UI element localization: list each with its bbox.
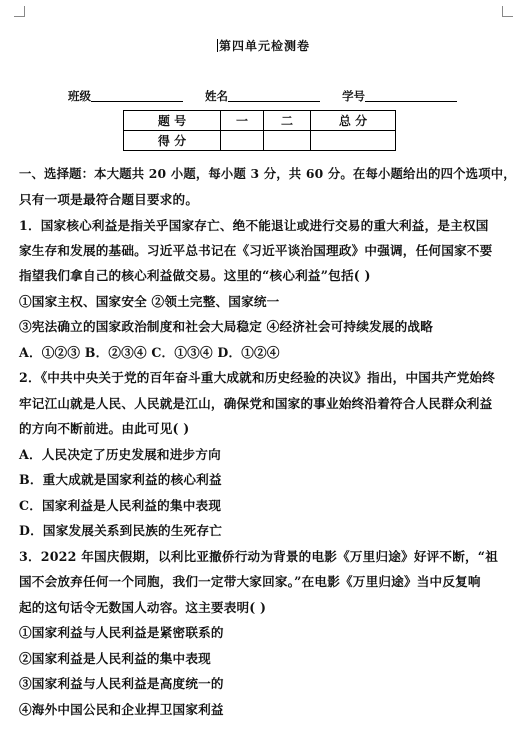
document-title-block — [0, 37, 527, 54]
section-instruction-line: 一、选择题：本大题共 20 小题，每小题 3 分，共 60 分。在每小题给出的四个选项中， — [19, 166, 516, 181]
score-table-score-row — [124, 131, 396, 151]
score-input-cell[interactable] — [221, 131, 264, 151]
question-3-stem-line: 3．2022 年国庆假期，以利比亚撤侨行动为背景的电影《万里归途》好评不断，“祖 — [19, 549, 499, 564]
document-title: 第四单元检测卷 — [218, 39, 310, 53]
question-2-stem-line: 2．《中共中央关于党的百年奋斗重大成就和历史经验的决议》指出，中国共产党始终 — [19, 370, 496, 385]
score-table-cell: 一 — [221, 111, 264, 131]
question-2-option-d: D．国家发展关系到民族的生死存亡 — [19, 523, 223, 538]
class-blank[interactable] — [91, 89, 183, 102]
student-id-blank[interactable] — [365, 89, 457, 102]
question-3-statement-line: ④海外中国公民和企业捍卫国家利益 — [19, 702, 224, 717]
question-1-statement-line: ①国家主权、国家安全 ②领土完整、国家统一 — [19, 294, 280, 309]
question-2-stem-line: 的方向不断前进。由此可见( ) — [19, 421, 190, 436]
question-2-option-a: A．人民决定了历史发展和进步方向 — [19, 447, 221, 462]
question-2-option-c: C．国家利益是人民利益的集中表现 — [19, 498, 222, 513]
question-2-option-b: B．重大成就是国家利益的核心利益 — [19, 472, 222, 487]
page-corner-mark-right — [502, 6, 513, 17]
question-1-options: A．①②③ B．②③④ C．①③④ D．①②④ — [19, 345, 280, 360]
question-3-stem-line: 起的这句话令无数国人动容。这主要表明( ) — [19, 600, 267, 615]
question-3-statement-line: ③国家利益与人民利益是高度统一的 — [19, 676, 224, 691]
question-1-stem-line: 家生存和发展的基础。习近平总书记在《习近平谈治国理政》中强调，任何国家不要 — [19, 243, 493, 258]
score-table-header-row — [124, 111, 396, 131]
question-3-statement-line: ①国家利益与人民利益是紧密联系的 — [19, 625, 224, 640]
score-table — [123, 110, 396, 151]
name-blank[interactable] — [228, 89, 320, 102]
name-label: 姓名 — [205, 89, 229, 103]
class-label: 班级 — [68, 89, 91, 103]
question-1-stem-line: 1．国家核心利益是指关乎国家存亡、绝不能退让或进行交易的重大利益，是主权国 — [19, 218, 489, 233]
text-cursor — [217, 39, 218, 52]
score-input-cell[interactable] — [311, 131, 396, 151]
page-corner-mark-left — [14, 6, 25, 17]
score-table-cell: 题 号 — [124, 111, 221, 131]
question-3-statement-line: ②国家利益是人民利益的集中表现 — [19, 651, 211, 666]
question-2-stem-line: 牢记江山就是人民、人民就是江山，确保党和国家的事业始终沿着符合人民群众利益 — [19, 396, 493, 411]
question-3-stem-line: 国不会放弃任何一个同胞，我们一定带大家回家。”在电影《万里归途》当中反复响 — [19, 574, 481, 589]
score-table-cell: 二 — [264, 111, 311, 131]
score-input-cell[interactable] — [264, 131, 311, 151]
section-instruction-line: 只有一项是最符合题目要求的。 — [19, 192, 199, 207]
score-table-cell: 总 分 — [311, 111, 396, 131]
student-info-row — [68, 88, 457, 104]
student-id-label: 学号 — [342, 89, 366, 103]
question-1-stem-line: 指望我们拿自己的核心利益做交易。这里的“核心利益”包括( ) — [19, 268, 371, 283]
question-1-statement-line: ③宪法确立的国家政治制度和社会大局稳定 ④经济社会可持续发展的战略 — [19, 319, 433, 334]
score-table-cell: 得 分 — [124, 131, 221, 151]
